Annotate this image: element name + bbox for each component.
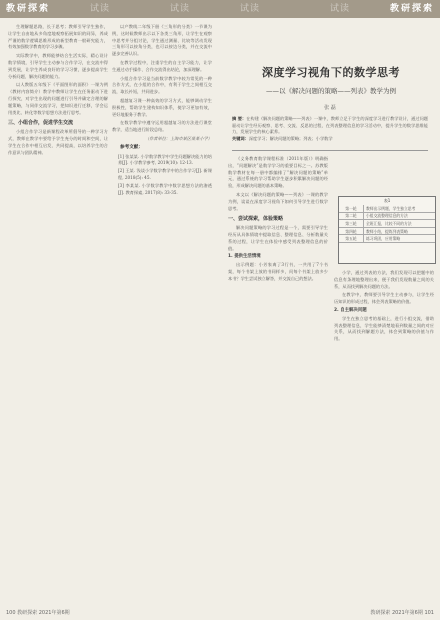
paragraph: 在教学过程中，注重学生的自主学习能力，让学生通过动手操作、合作交流得出结论，加深理解。 <box>112 59 212 72</box>
paragraph: 本文以《解决问题的策略——列表》一课的教学为例，谈谈在深度学习视角下如何引导学生进行数学思考。 <box>228 191 328 211</box>
article-title-block <box>228 64 434 95</box>
watermark: 试读 <box>170 4 191 14</box>
table <box>339 205 435 243</box>
watermark: 试读 <box>330 4 351 14</box>
table-row <box>339 227 435 235</box>
paragraph: 《义务教育数学课程标准（2011年版）》明确指出，“问题解决”是数学学习的重要目标之一。苏教版数学教材在每一册中都编排了“解决问题的策略”单元，通过系统的学习帮助学生逐步积累解决问题的经验，形成解决问题的基本策略。 <box>228 156 328 189</box>
table-row <box>339 212 435 220</box>
keywords-text: 深度学习；解决问题的策略；列表；小学数学 <box>248 135 333 141</box>
section-heading: 三、小组合作，促进学生交流 <box>8 120 74 127</box>
paragraph: 小组合作学习是当前数学教学中较为常见的一种合作方式，在小组的合作中，有利于学生之间相互交流，取长补短，共同进步。 <box>112 75 212 95</box>
abstract <box>232 116 428 142</box>
reference-item: [2] 王某. 浅谈小学数学教学中的合作学习[J]. 新课程, 2018(5): 45. <box>118 168 212 180</box>
paragraph: 实际教学中，教师能够结合生活实际，精心设计数学情境，引导学生主动参与合作学习，在交流中得到发展，让学生养成良好的学习习惯，逐步提高学生分析问题、解决问题的能力。 <box>8 53 108 79</box>
reference-item: [3] 李某某. 小学数学教学中数学思想方法的渗透[J]. 教育探索, 2017(8): 33-35. <box>118 182 212 195</box>
table-caption: 表1 <box>383 198 391 203</box>
table-cell: 全班汇报，比较不同的方法 <box>364 220 436 228</box>
table-cell: 教师小结，提炼列表策略 <box>364 227 436 235</box>
page-number-right: 教研探索 2021年第6期 101 <box>370 610 434 616</box>
reference-item: [1] 张某某. 小学数学教学中学生问题解决能力的培养[J]. 小学教学参考, 2019(10): 12-13. <box>118 153 212 166</box>
paragraph: 在数学教学中遵守运用超越复习的方法进行课堂教学，适当地进行阶段总结。 <box>112 120 212 133</box>
left-page-header <box>0 0 220 18</box>
table-cell: 第五轮 <box>339 235 364 243</box>
abstract-label: 摘 要： <box>232 116 247 121</box>
right-header-title: 教研探索 <box>389 4 434 14</box>
paragraph: 解决问题策略的学习过程是一个，需要引导学生经历从具体情境中提取信息、整理信息、分析数量关系的过程，让学生在体验中感受列表整理信息的价值。 <box>228 225 328 251</box>
table-cell: 小组交流整理信息的方法 <box>364 212 436 220</box>
table-cell: 第三轮 <box>339 220 364 228</box>
table-cell: 第一轮 <box>339 205 364 212</box>
paragraph: 以产教线二年级下册《三角形的分类》一节课为例，这时候教师出示以下各类三角形，让学生在观察中思考并分组讨论，学生通过测量、比较等活动发现三角形可以按角分类，也可以按边分类，并在交流中逐步完善认识。 <box>112 24 212 57</box>
paragraph: 在教学中，教师要引导学生主动参与，让学生经历知识的形成过程，体会列表策略的价值。 <box>334 292 434 305</box>
table-cell: 第四轮 <box>339 227 364 235</box>
references-list <box>112 154 212 197</box>
keywords-label: 关键词： <box>232 135 249 141</box>
divider <box>232 150 428 151</box>
right-page <box>220 0 440 620</box>
right-column-2 <box>334 270 434 345</box>
subsection-heading: 2. 自主解决问题 <box>334 307 367 313</box>
table-cell: 练习巩固，应用策略 <box>364 235 436 243</box>
paragraph: 以人教版五年级下《平面图形的面积》一课为例（教材内容简介）教学中教师让学生在任务驱动下进行探究，对学生出现的问题进行引导并确定合理的解题策略，与同伴交流学习，把知识进行迁移，学会运用类比、转化等数学思想方法进行思考。 <box>8 82 108 115</box>
strategy-table <box>338 196 436 264</box>
paragraph: 小组合作学习是新课程改革所倡导的一种学习方式，教师在教学中要给予学生充分的时间和空间，让学生在合作中相互启发、共同提高，以培养学生的合作意识与团队精神。 <box>8 129 108 155</box>
table-row <box>339 235 435 243</box>
right-column-1 <box>228 156 328 285</box>
section-heading: 一、尝试探索，体验策略 <box>228 216 284 223</box>
table-cell: 教师出示例题，学生独立思考 <box>364 205 436 212</box>
subsection-heading: 1. 提供生活情境 <box>228 254 261 260</box>
references-heading: 参考文献： <box>120 144 143 150</box>
watermark: 试读 <box>240 4 261 14</box>
article-title: 深度学习视角下的数学思考 <box>262 66 400 79</box>
left-header-title: 教研探索 <box>6 4 51 14</box>
paragraph: 超越复习课一种高效的学习方式，能够调动学生积极性，帮助学生建构知识体系，使学习更加有效，更好地服务于教学。 <box>112 97 212 117</box>
author-name: 张 磊 <box>324 105 336 111</box>
table-row <box>339 220 435 228</box>
table-cell: 第二轮 <box>339 212 364 220</box>
table-row <box>339 205 435 212</box>
page-number-left: 100 教研探索 2021年第6期 <box>6 610 70 616</box>
paragraph: 小学，通过列表的方法，我们发现可以把题中的信息有条理地整理出来，便于我们发现数量之间的关系，从而找到解决问题的方法。 <box>334 270 434 289</box>
left-column-1 <box>8 24 108 158</box>
right-page-header <box>220 0 440 18</box>
paragraph: 出示例题：小芳家离了3行书，一共用了7个书架，每个书架上放的书同样多，问每个书架上放多少本书？学生尝试独立解答，并交流自己的想法。 <box>228 262 328 281</box>
article-subtitle: ——以《解决问题的策略——列表》教学为例 <box>266 87 396 95</box>
paragraph: 学生在独立思考的基础上，进行小组交流，借助列表整理信息，学生能够清楚地看到数量之间的对应关系，从而找到解题方法，体会到策略的价值与作用。 <box>334 315 434 342</box>
abstract-text: 在构建《解决问题的策略——列表》一课中，教师立足于学生的深度学习进行教学设计，通过问题驱动让学生经历观察、思考、交流、反思的过程，在列表整理信息的学习活动中，提升学生的数学思维能力，发展学生的核心素养。 <box>232 116 428 135</box>
left-column-2 <box>112 24 212 197</box>
watermark: 试读 <box>90 4 111 14</box>
paragraph: 生理解题思路，长于思考；教师引导学生独作，让学生自由地从多角度地观察拓展知识的同异，养成严谨的数学逻辑思维形成的新型教育一般研究能力，有效加强数学教育的学习步骤。 <box>8 24 108 50</box>
author-affiliation: （作者单位：上海市某区某某小学） <box>144 135 212 141</box>
